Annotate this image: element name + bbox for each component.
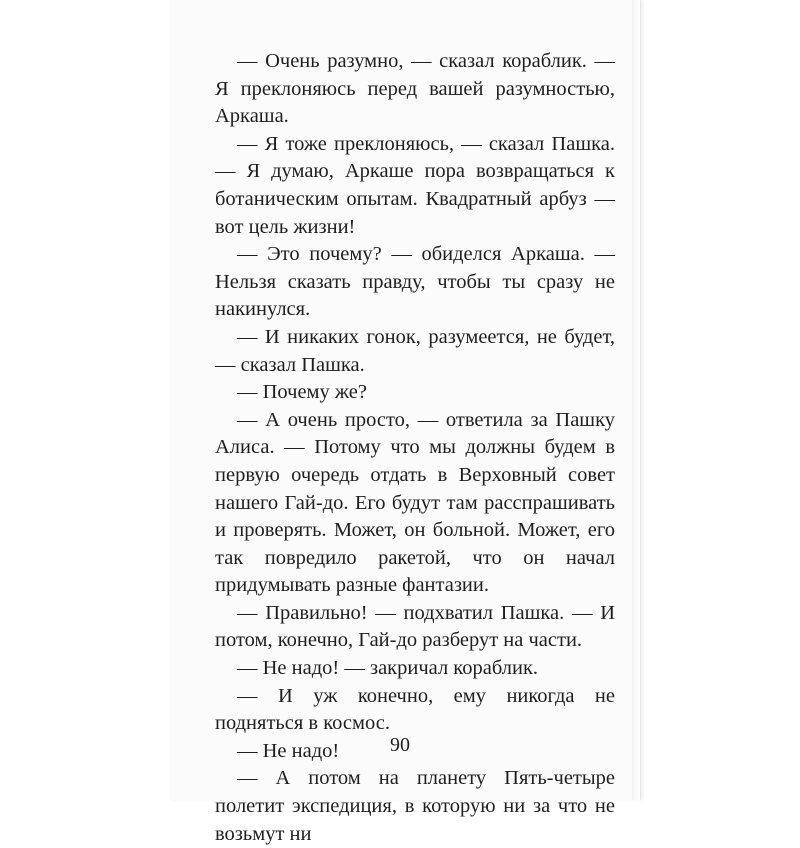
paragraph: — Правильно! — подхватил Пашка. — И потом, конечно, Гай-до разберут на части.: [215, 601, 615, 652]
paragraph: — И уж конечно, ему никогда не подняться в космос.: [215, 684, 615, 735]
paragraph: — Это почему? — обиделся Аркаша. — Нельзя сказать правду, чтобы ты сразу не накинулся.: [215, 243, 615, 321]
paragraph: — А очень просто, — ответила за Пашку Алиса. — Потому что мы должны будем в первую очередь отдать в Верховный совет нашего Гай-до. Его будут там расспрашивать и проверять. Может, он больной. Может, его так повредило ракетой, что он начал придумывать разные фантазии.: [215, 408, 615, 597]
page-text: [215, 48, 615, 848]
paragraph: — А потом на планету Пять-четыре полетит экспедиция, в которую ни за что не возьмут ни: [215, 767, 615, 845]
paragraph: — Очень разумно, — сказал кораблик. — Я преклоняюсь перед вашей разумностью, Аркаша.: [215, 50, 615, 128]
paragraph: — Почему же?: [237, 381, 367, 404]
page-edge: [632, 0, 640, 800]
paragraph: — Не надо!: [237, 739, 340, 762]
paragraph: — И никаких гонок, разумеется, не будет, — сказал Пашка.: [215, 325, 615, 376]
paragraph: — Не надо! — закричал кораблик.: [237, 657, 539, 680]
page-number: 90: [390, 734, 410, 756]
paragraph: — Я тоже преклоняюсь, — сказал Пашка. — Я думаю, Аркаше пора возвращаться к ботаническим опытам. Квадратный арбуз — вот цель жизни!: [215, 132, 615, 238]
